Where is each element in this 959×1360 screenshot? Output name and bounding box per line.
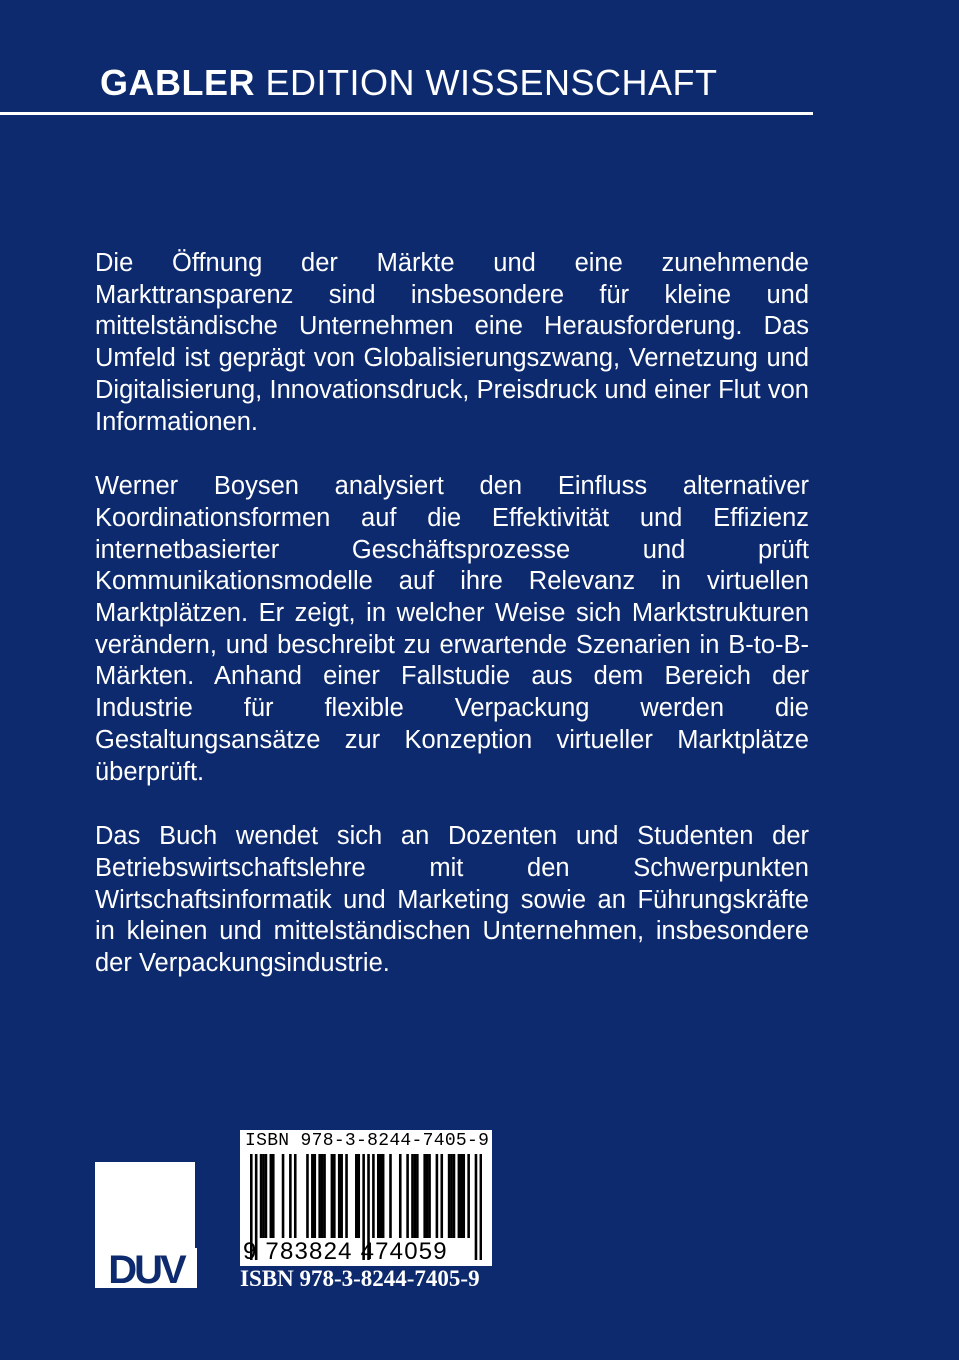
blurb-paragraph-1: Die Öffnung der Märkte und eine zunehmende Markttransparenz sind insbesondere für kleine und mittelständische Unternehmen eine Herausforderung. Das Umfeld ist geprägt von Globalisierungszwang, Vernetzung und Digitalisierung, Innovationsdruck, Preisdruck und einer Flut von Informationen.: [95, 249, 809, 436]
barcode-bar-31: [406, 1154, 409, 1238]
barcode-bar-46: [467, 1154, 470, 1238]
barcode-bar-13: [318, 1154, 321, 1238]
back-cover-blurb: [95, 248, 809, 1013]
barcode-bar-25: [372, 1154, 375, 1238]
barcode-bar-37: [428, 1154, 431, 1238]
barcode-bar-40: [448, 1154, 451, 1238]
barcode-bar-2: [260, 1154, 263, 1238]
barcode-bar-7: [282, 1154, 285, 1238]
publisher-brand: GABLER: [100, 62, 255, 103]
barcode-bar-17: [333, 1154, 336, 1238]
barcode-bar-39: [440, 1154, 443, 1238]
ean-digits: 9 783824 474059: [243, 1238, 448, 1265]
barcode-bar-35: [423, 1154, 426, 1238]
barcode-bar-32: [411, 1154, 414, 1238]
barcode-bar-12: [313, 1154, 316, 1238]
isbn-top-text: ISBN 978-3-8244-7405-9: [245, 1131, 490, 1151]
barcode-bar-14: [321, 1154, 324, 1238]
blurb-paragraph-3: Das Buch wendet sich an Dozenten und Studenten der Betriebswirtschaftslehre mit den Schwerpunkten Wirtschaftsinformatik und Marketing sowie an Führungskräfte in kleinen und mittelständischen Unternehmen, insbesondere der Verpackungsindustrie.: [95, 822, 809, 978]
barcode-bar-34: [416, 1154, 419, 1238]
barcode-bar-18: [338, 1154, 341, 1238]
barcode-bar-3: [262, 1154, 265, 1238]
barcode-bar-15: [323, 1154, 326, 1238]
barcode-bar-38: [436, 1154, 439, 1238]
series-header: [100, 62, 718, 104]
barcode-label: [240, 1130, 492, 1266]
barcode-bar-5: [270, 1154, 273, 1238]
barcode-bar-11: [311, 1154, 314, 1238]
barcode-bar-20: [345, 1154, 348, 1238]
barcode-bar-4: [265, 1154, 268, 1238]
barcode-bar-33: [414, 1154, 417, 1238]
barcode-bar-22: [357, 1154, 360, 1238]
barcode-bar-8: [289, 1154, 292, 1238]
barcode-bar-47: [475, 1154, 478, 1260]
barcode-bar-16: [331, 1154, 334, 1238]
series-name: EDITION WISSENSCHAFT: [265, 62, 718, 103]
barcode-bar-28: [382, 1154, 385, 1238]
barcode-bar-26: [377, 1154, 380, 1238]
barcode-bar-45: [462, 1154, 465, 1238]
header-divider: [0, 112, 813, 115]
duv-logo-text: DUV: [108, 1248, 184, 1288]
barcode-bar-10: [306, 1154, 309, 1238]
duv-logo: [95, 1162, 197, 1288]
isbn-bottom-text: ISBN 978-3-8244-7405-9: [240, 1266, 480, 1291]
barcode-bar-30: [399, 1154, 402, 1238]
barcode-bar-43: [458, 1154, 461, 1238]
barcode-bar-9: [294, 1154, 297, 1238]
blurb-paragraph-2: Werner Boysen analysiert den Einfluss alternativer Koordinationsformen auf die Effektivität und Effizienz internetbasierter Geschäftsprozesse und prüft Kommunikationsmodelle auf ihre Relevanz in virtuellen Marktplätzen. Er zeigt, in welcher Weise sich Marktstrukturen verändern, und beschreibt zu erwartende Szenarien in B-to-B-Märkten. Anhand einer Fallstudie aus dem Bereich der Industrie für flexible Verpackung werden die Gestaltungsansätze zur Konzeption virtueller Marktplätze überprüft.: [95, 472, 809, 786]
barcode-bar-27: [379, 1154, 382, 1238]
barcode-bar-21: [355, 1154, 358, 1238]
barcode-bar-19: [340, 1154, 343, 1238]
barcode-bar-36: [426, 1154, 429, 1238]
barcode-bar-44: [460, 1154, 463, 1238]
barcode-bar-29: [389, 1154, 392, 1238]
barcode-bar-42: [453, 1154, 456, 1238]
barcode-bar-48: [480, 1154, 482, 1260]
barcode-bar-41: [450, 1154, 453, 1238]
barcode-bar-6: [272, 1154, 275, 1238]
